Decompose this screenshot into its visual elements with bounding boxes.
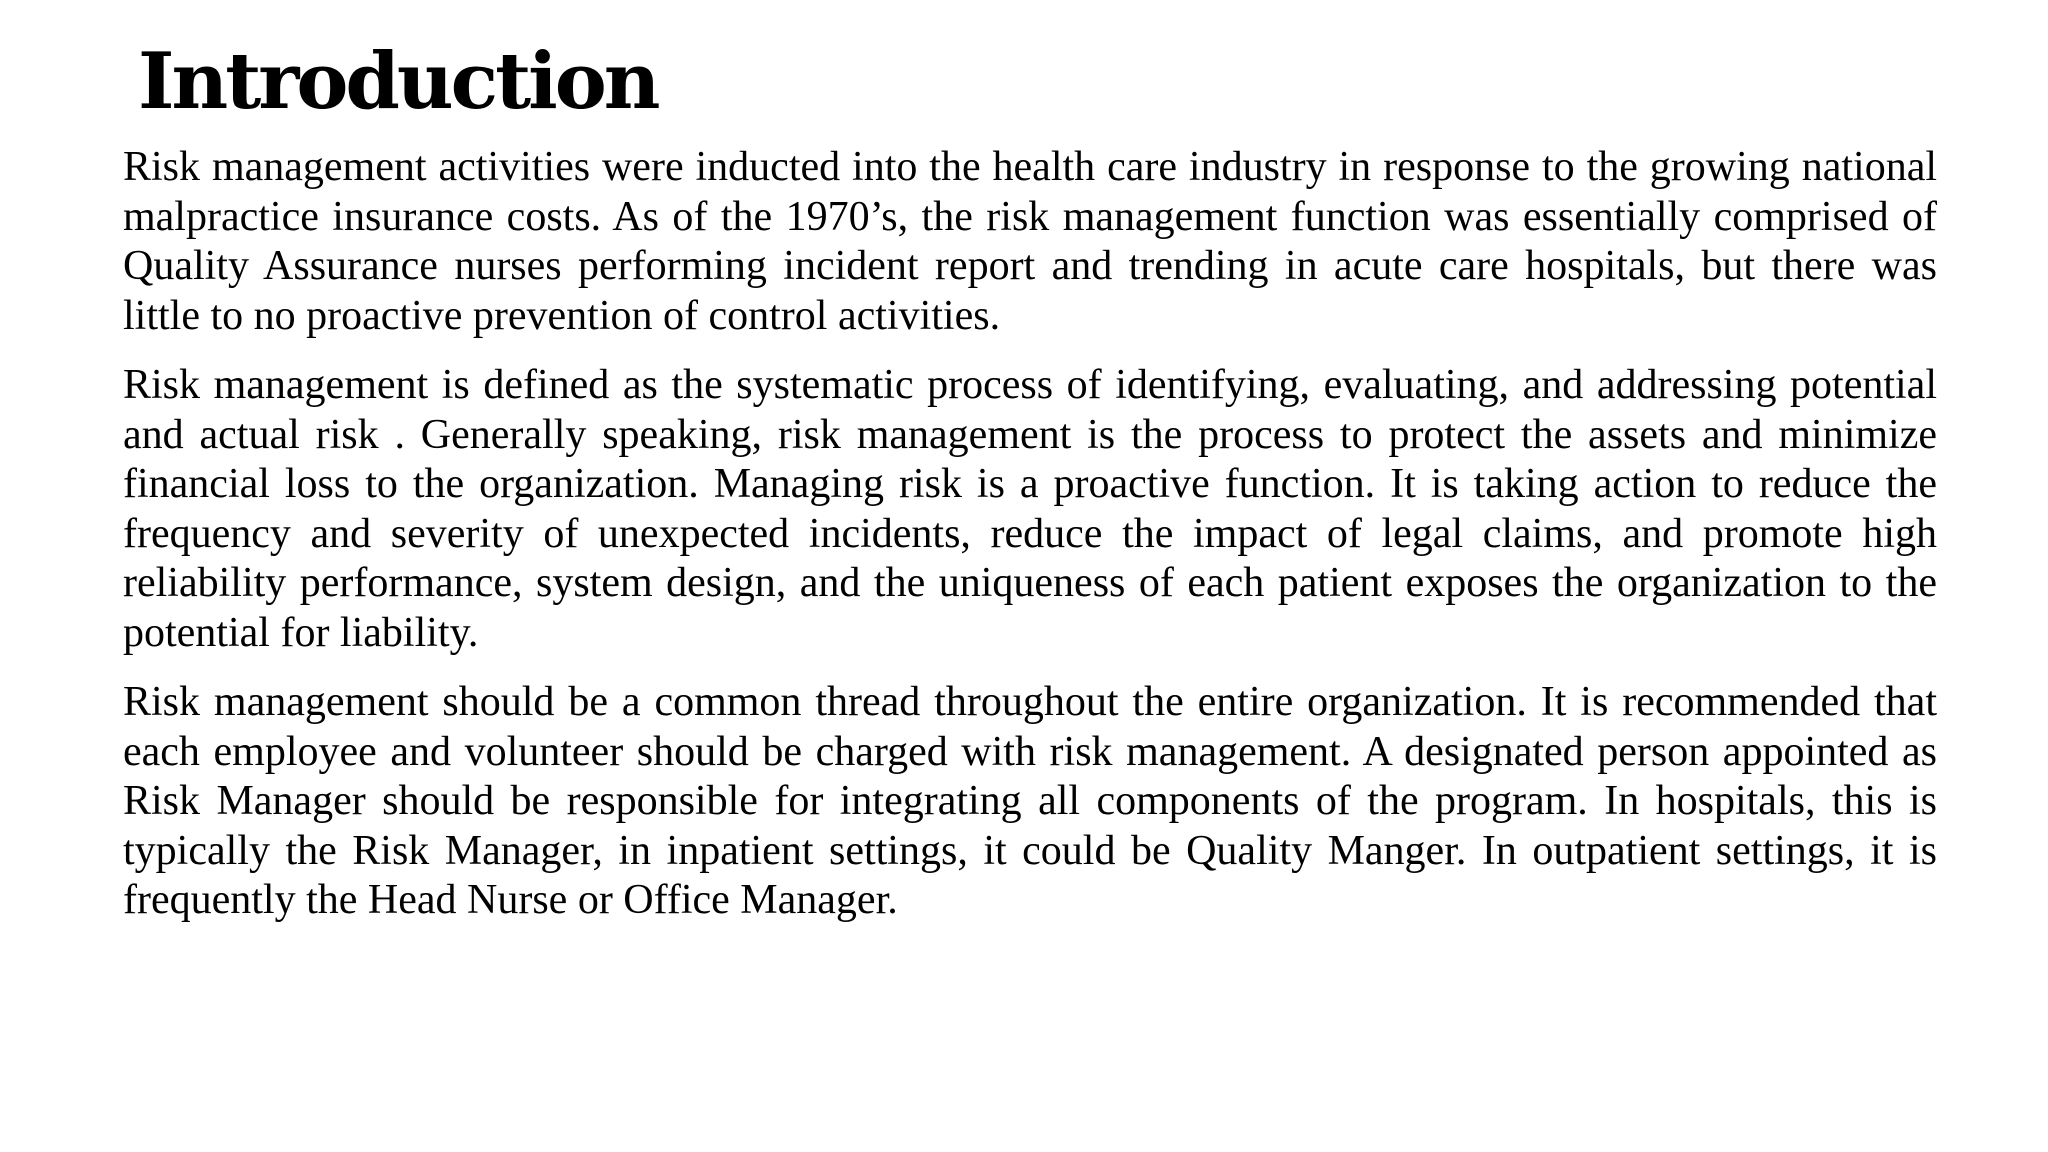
slide-body: [123, 143, 1937, 946]
slide-title: Introduction: [138, 36, 658, 127]
paragraph-definition: Risk management is defined as the systematic process of identifying, evaluating, and addressing potential and actual risk . Generally speaking, risk management is the process to protect the assets and minimize financial loss to the organization. Managing risk is a proactive function. It is taking action to reduce the frequency and severity of unexpected incidents, reduce the impact of legal claims, and promote high reliability performance, system design, and the uniqueness of each patient exposes the organization to the potential for liability.: [123, 362, 1937, 656]
paragraph-history: Risk management activities were inducted into the health care industry in response to the growing national malpractice insurance costs. As of the 1970’s, the risk management function was essentially comprised of Quality Assurance nurses performing incident report and trending in acute care hospitals, but there was little to no proactive prevention of control activities.: [123, 144, 1937, 339]
paragraph-responsibility: Risk management should be a common thread throughout the entire organization. It is recommended that each employee and volunteer should be charged with risk management. A designated person appointed as Risk Manager should be responsible for integrating all components of the program. In hospitals, this is typically the Risk Manager, in inpatient settings, it could be Quality Manger. In outpatient settings, it is frequently the Head Nurse or Office Manager.: [123, 679, 1937, 923]
